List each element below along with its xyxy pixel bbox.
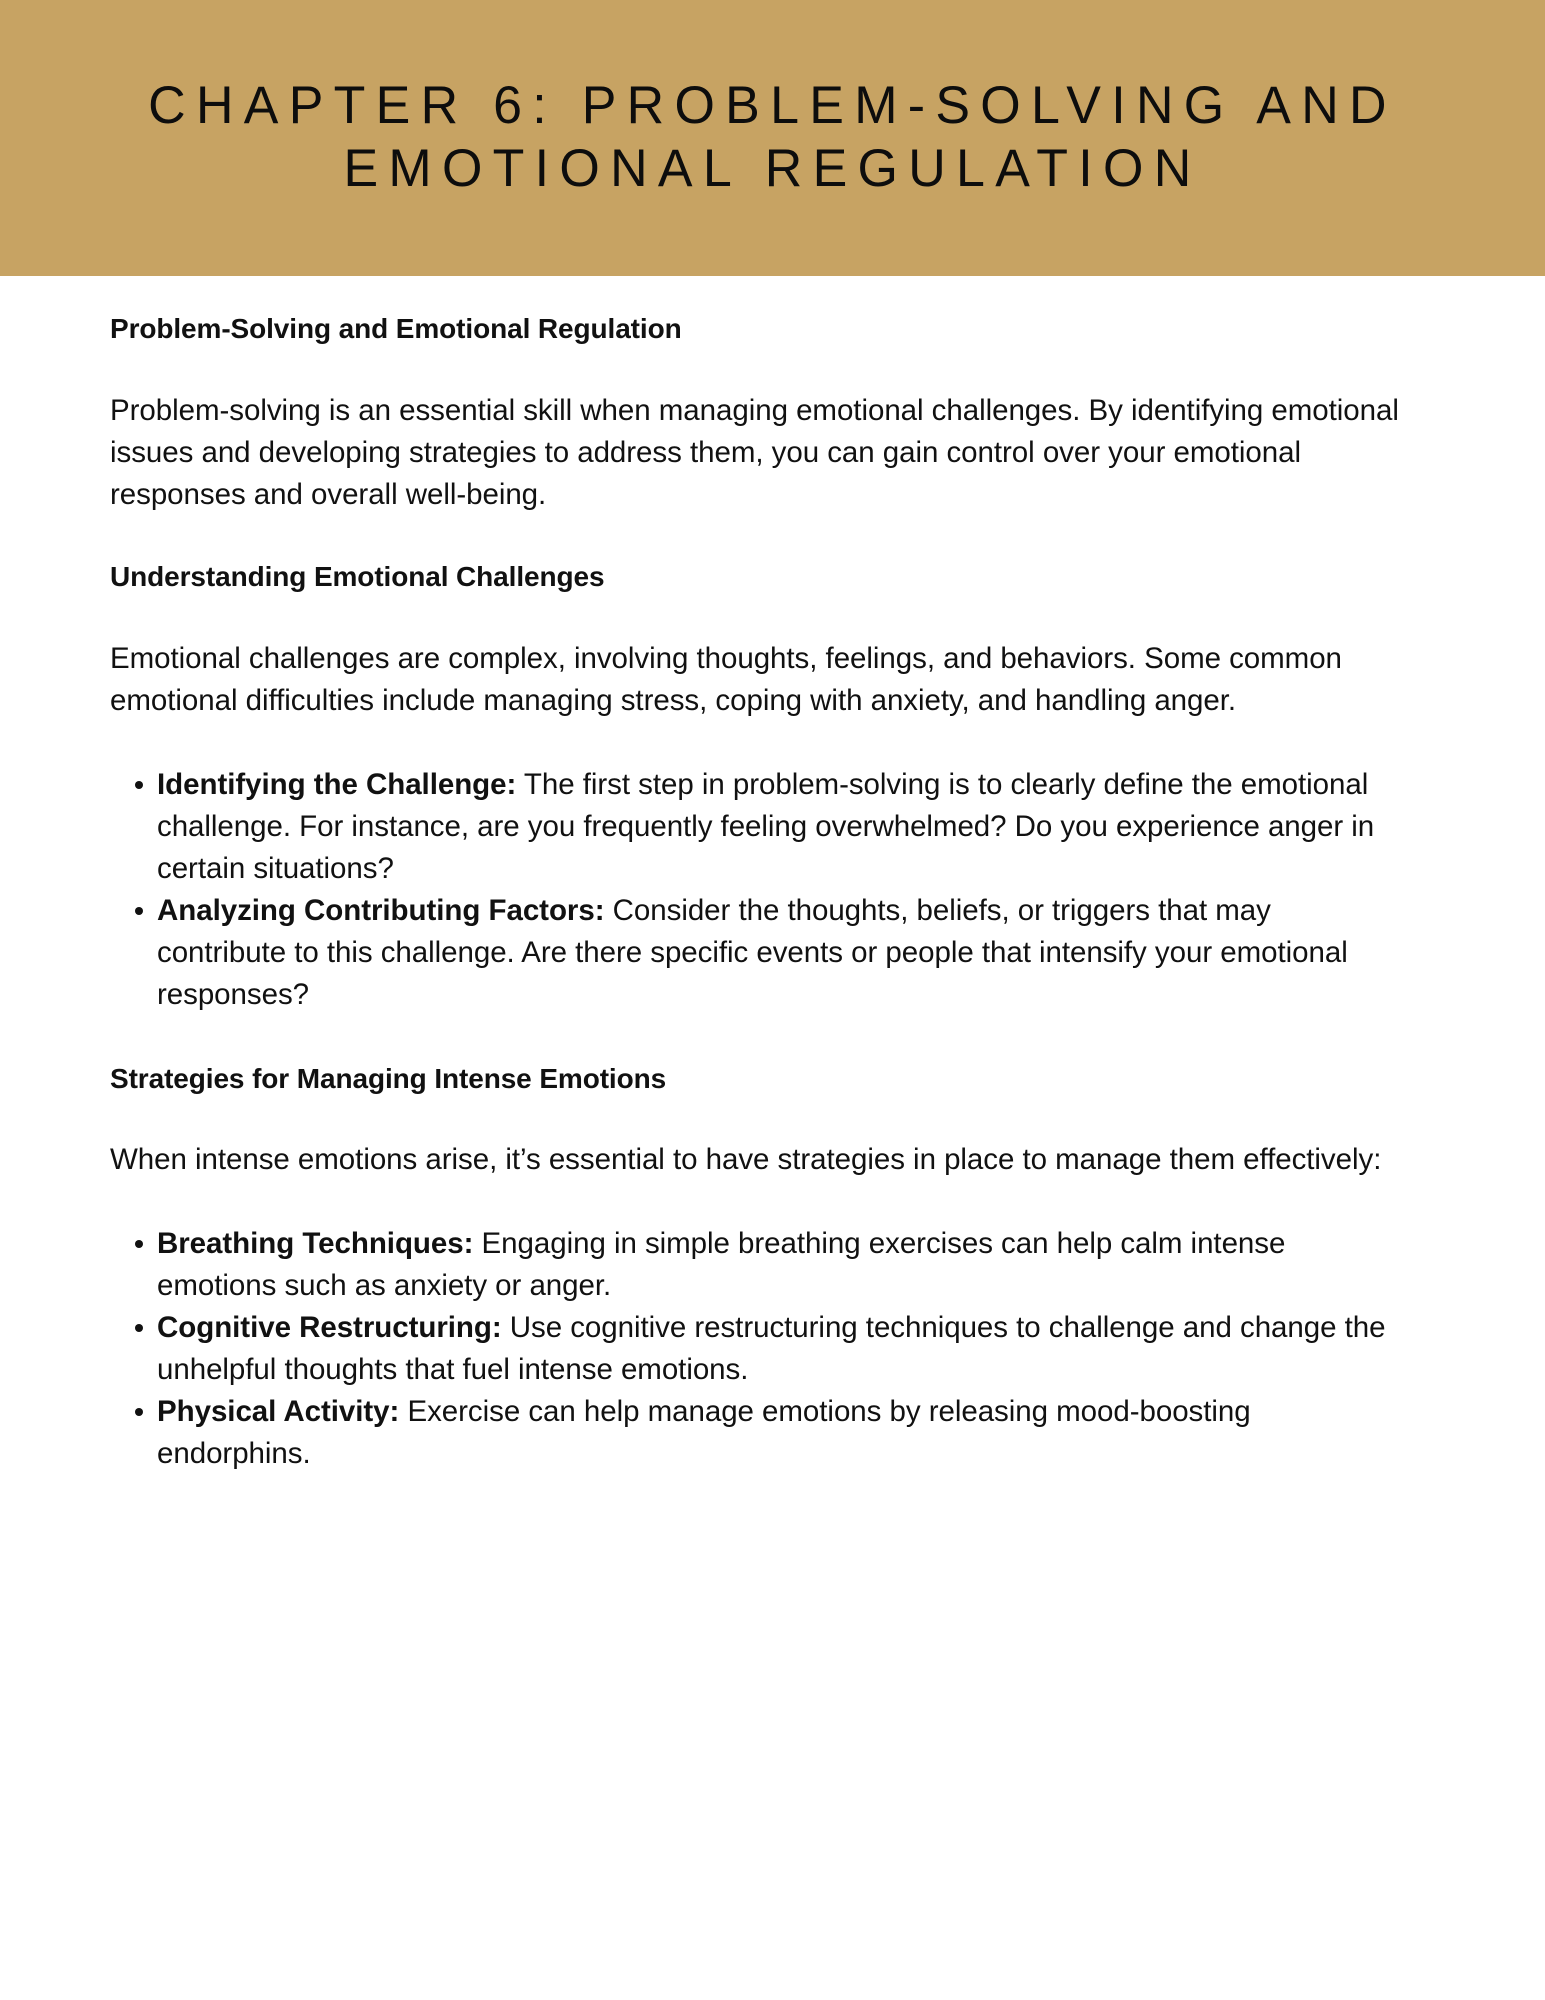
list-item [110,1307,1400,1391]
bullet-dot-icon [135,781,143,789]
list-item-text: Use cognitive restructuring techniques to challenge and change the unhelpful thoughts that fuel intense emotions. [157,1311,1386,1387]
bullet-dot-icon [135,1408,143,1416]
spacer [110,722,1400,764]
list-item-text: The first step in problem-solving is to clearly define the emotional challenge. For instance, are you frequently feeling overwhelmed? Do you experience anger in certain situations? [157,767,1375,885]
chapter-title: CHAPTER 6: PROBLEM-SOLVING AND EMOTIONAL REGULATION [148,76,1397,198]
section-heading-understanding-challenges: Understanding Emotional Challenges [110,560,605,592]
spacer [110,1097,1400,1139]
spacer [110,348,1400,390]
list-item-lead: Analyzing Contributing Factors: [157,893,605,927]
list-item [110,1391,1400,1475]
paragraph-problem-solving-intro: Problem-solving is an essential skill when managing emotional challenges. By identifying emotional issues and developing strategies to address them, you can gain control over your emotional responses and overall well-being. [110,393,1399,511]
list-item-lead: Breathing Techniques: [157,1227,474,1261]
bullet-dot-icon [135,1324,143,1332]
list-understanding-challenges [110,764,1400,1016]
list-strategies [110,1223,1400,1475]
document-body [0,276,1545,1475]
list-item [110,890,1400,1016]
spacer [110,1016,1400,1060]
section-heading-problem-solving: Problem-Solving and Emotional Regulation [110,313,682,344]
section-heading-strategies: Strategies for Managing Intense Emotions [110,1062,667,1094]
chapter-banner [0,0,1545,276]
list-item-lead: Cognitive Restructuring: [157,1311,502,1345]
list-item-text: Consider the thoughts, beliefs, or triggers that may contribute to this challenge. Are there specific events or people that intensify your emotional responses? [157,893,1348,1011]
list-item-lead: Identifying the Challenge: [157,767,517,801]
list-item [110,764,1400,890]
list-item-lead: Physical Activity: [157,1395,400,1429]
paragraph-strategies-intro: When intense emotions arise, it’s essential to have strategies in place to manage them effectively: [110,1143,1382,1177]
list-item-text: Engaging in simple breathing exercises can help calm intense emotions such as anxiety or anger. [157,1227,1286,1303]
spacer [110,596,1400,638]
paragraph-emotional-challenges: Emotional challenges are complex, involving thoughts, feelings, and behaviors. Some common emotional difficulties include managing stress, coping with anxiety, and handling anger. [110,641,1342,717]
bullet-dot-icon [135,1240,143,1248]
list-item [110,1223,1400,1307]
spacer [110,1181,1400,1223]
bullet-dot-icon [135,907,143,915]
list-item-text: Exercise can help manage emotions by releasing mood-boosting endorphins. [157,1395,1251,1471]
spacer [110,516,1400,558]
